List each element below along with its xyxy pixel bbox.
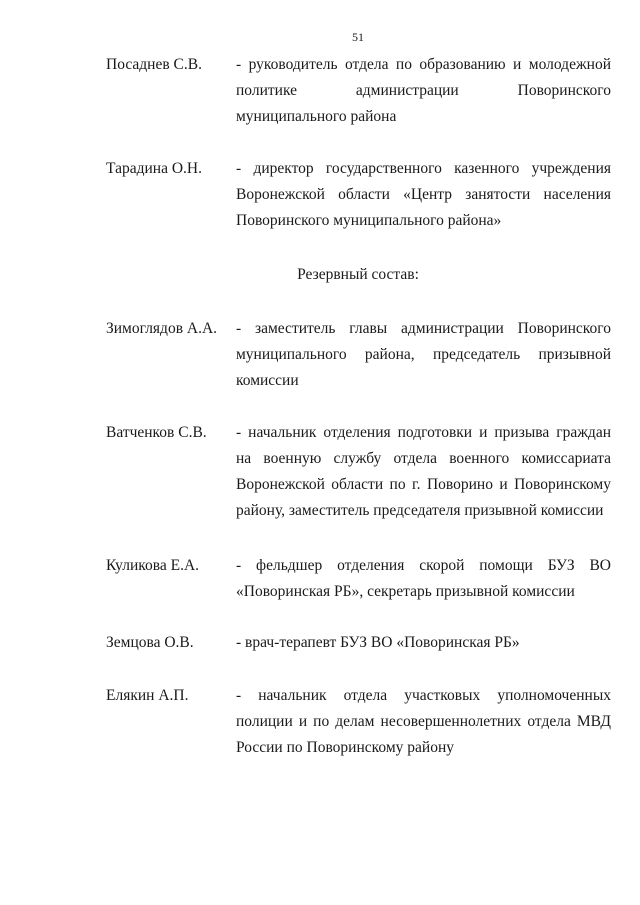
member-name: Зимоглядов А.А. [106,320,218,337]
member-description: - врач-терапевт БУЗ ВО «Поворинская РБ» [236,634,520,651]
member-name: Елякин А.П. [106,687,189,704]
member-description: - заместитель главы администрации Поворинского муниципального района, председатель призывной комиссии [236,320,611,389]
member-description: - директор государственного казенного учреждения Воронежской области «Центр занятости населения Поворинского муниципального района» [236,160,611,229]
member-name: Ватченков С.В. [106,424,207,441]
member-description: - руководитель отдела по образованию и молодежной политике администрации Поворинского муниципального района [236,56,611,125]
member-description: - начальник отделения подготовки и призыва граждан на военную службу отдела военного комиссариата Воронежской области по г. Поворино и Поворинскому району, заместитель председателя призывной комиссии [236,424,611,519]
page-number: 51 [352,30,364,44]
member-name: Земцова О.В. [106,634,194,651]
member-name: Куликова Е.А. [106,557,200,574]
member-name: Посаднев С.В. [106,56,202,73]
reserve-section-heading: Резервный состав: [297,266,419,283]
member-name: Тарадина О.Н. [106,160,202,177]
member-description: - начальник отдела участковых уполномоченных полиции и по делам несовершеннолетних отдела МВД России по Поворинскому району [236,687,611,756]
member-description: - фельдшер отделения скорой помощи БУЗ ВО «Поворинская РБ», секретарь призывной комиссии [236,557,611,600]
